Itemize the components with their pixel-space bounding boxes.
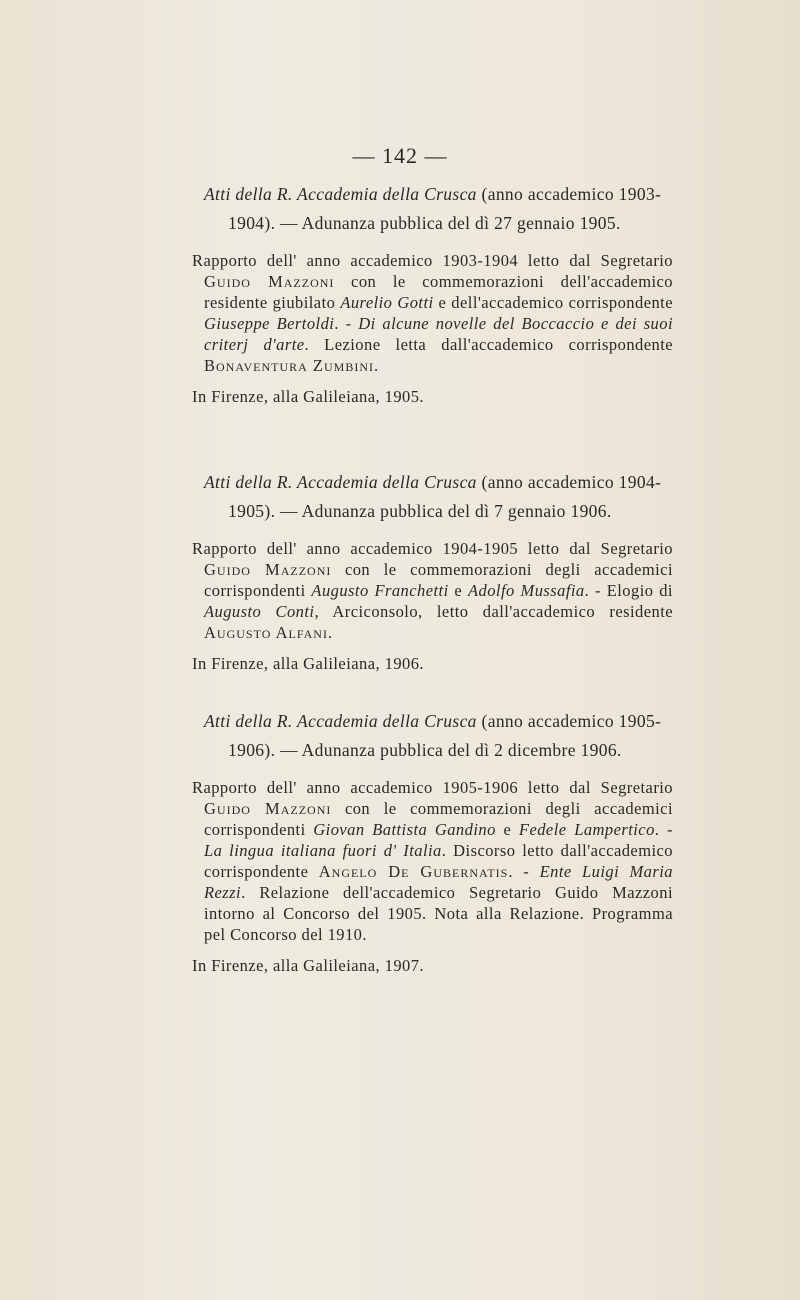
entry-title-rest: (anno accademico 1903-1904). — Adunanza pubblica del dì 27 gennaio 1905.: [228, 184, 662, 233]
italic-title-text: Adolfo Mussafia: [468, 581, 585, 600]
body-text: . Relazione dell'accademico Segretario Guido Mazzoni intorno al Concorso del 1905. Nota alla Relazione. Programma pel Concorso del 1910.: [204, 883, 673, 944]
entry-title-italic: Atti della R. Accademia della Crusca: [204, 184, 477, 204]
body-text: Rapporto dell' anno accademico 1904-1905 letto dal Segretario: [192, 539, 673, 558]
entry-title: [204, 180, 673, 238]
entry-imprint: In Firenze, alla Galileiana, 1906.: [192, 654, 425, 673]
person-name: Bonaventura Zumbini: [204, 356, 374, 375]
person-name: Guido Mazzoni: [204, 799, 332, 818]
entry-body: [192, 538, 673, 643]
entry-body: [192, 250, 674, 376]
person-name: Angelo De Gubernatis: [318, 862, 509, 881]
body-text: con le commemorazioni dell'accademico residente giubilato: [204, 272, 673, 312]
body-text: con le commemorazioni degli accademici corrispondenti: [204, 560, 673, 600]
body-text: Rapporto dell' anno accademico 1903-1904 letto dal Segretario: [192, 251, 673, 270]
body-text: e dell'accademico corrispondente: [433, 293, 673, 312]
body-text: . -: [334, 314, 359, 333]
body-text: , Arciconsolo, letto dall'accademico residente: [314, 602, 673, 621]
italic-title-text: Ente Luigi Maria Rezzi: [204, 862, 673, 902]
body-text: .: [327, 623, 333, 642]
body-text: . Lezione letta dall'accademico corrispondente: [304, 335, 674, 354]
body-text: . -: [654, 820, 673, 839]
italic-title-text: Aurelio Gotti: [340, 293, 434, 312]
body-text: . - Elogio di: [584, 581, 673, 600]
entry-title-rest: (anno accademico 1904-1905). — Adunanza pubblica del dì 7 gennaio 1906.: [228, 472, 662, 521]
person-name: Guido Mazzoni: [204, 560, 332, 579]
entry-title: [204, 707, 673, 765]
body-text: . Discorso letto dall'accademico corrispondente: [204, 841, 673, 881]
person-name: Augusto Alfani: [204, 623, 328, 642]
entry-imprint: In Firenze, alla Galileiana, 1907.: [192, 956, 425, 975]
body-text: e: [448, 581, 468, 600]
italic-title-text: Fedele Lampertico: [518, 820, 655, 839]
italic-title-text: Giuseppe Bertoldi: [204, 314, 335, 333]
bibliography-entry: [0, 707, 800, 976]
entry-title: [204, 468, 673, 526]
italic-title-text: Augusto Conti: [204, 602, 315, 621]
italic-title-text: Di alcune novelle del Boccaccio e dei suoi criterj d'arte: [204, 314, 673, 354]
body-text: con le commemorazioni degli accademici corrispondenti: [204, 799, 673, 839]
body-text: .: [374, 356, 379, 375]
body-text: e: [495, 820, 519, 839]
person-name: Guido Mazzoni: [204, 272, 335, 291]
page-number: — 142 —: [352, 143, 448, 168]
bibliography-entry: [0, 468, 800, 674]
body-text: Rapporto dell' anno accademico 1905-1906 letto dal Segretario: [192, 778, 673, 797]
entry-title-italic: Atti della R. Accademia della Crusca: [204, 711, 477, 731]
italic-title-text: Augusto Franchetti: [311, 581, 449, 600]
italic-title-text: La lingua italiana fuori d' Italia: [204, 841, 442, 860]
italic-title-text: Giovan Battista Gandino: [313, 820, 496, 839]
bibliography-entry: [0, 180, 800, 407]
entry-title-rest: (anno accademico 1905-1906). — Adunanza pubblica del dì 2 dicembre 1906.: [228, 711, 662, 760]
entry-body: [192, 777, 673, 945]
entry-imprint: In Firenze, alla Galileiana, 1905.: [192, 387, 425, 406]
body-text: . -: [508, 862, 540, 881]
entry-title-italic: Atti della R. Accademia della Crusca: [204, 472, 477, 492]
